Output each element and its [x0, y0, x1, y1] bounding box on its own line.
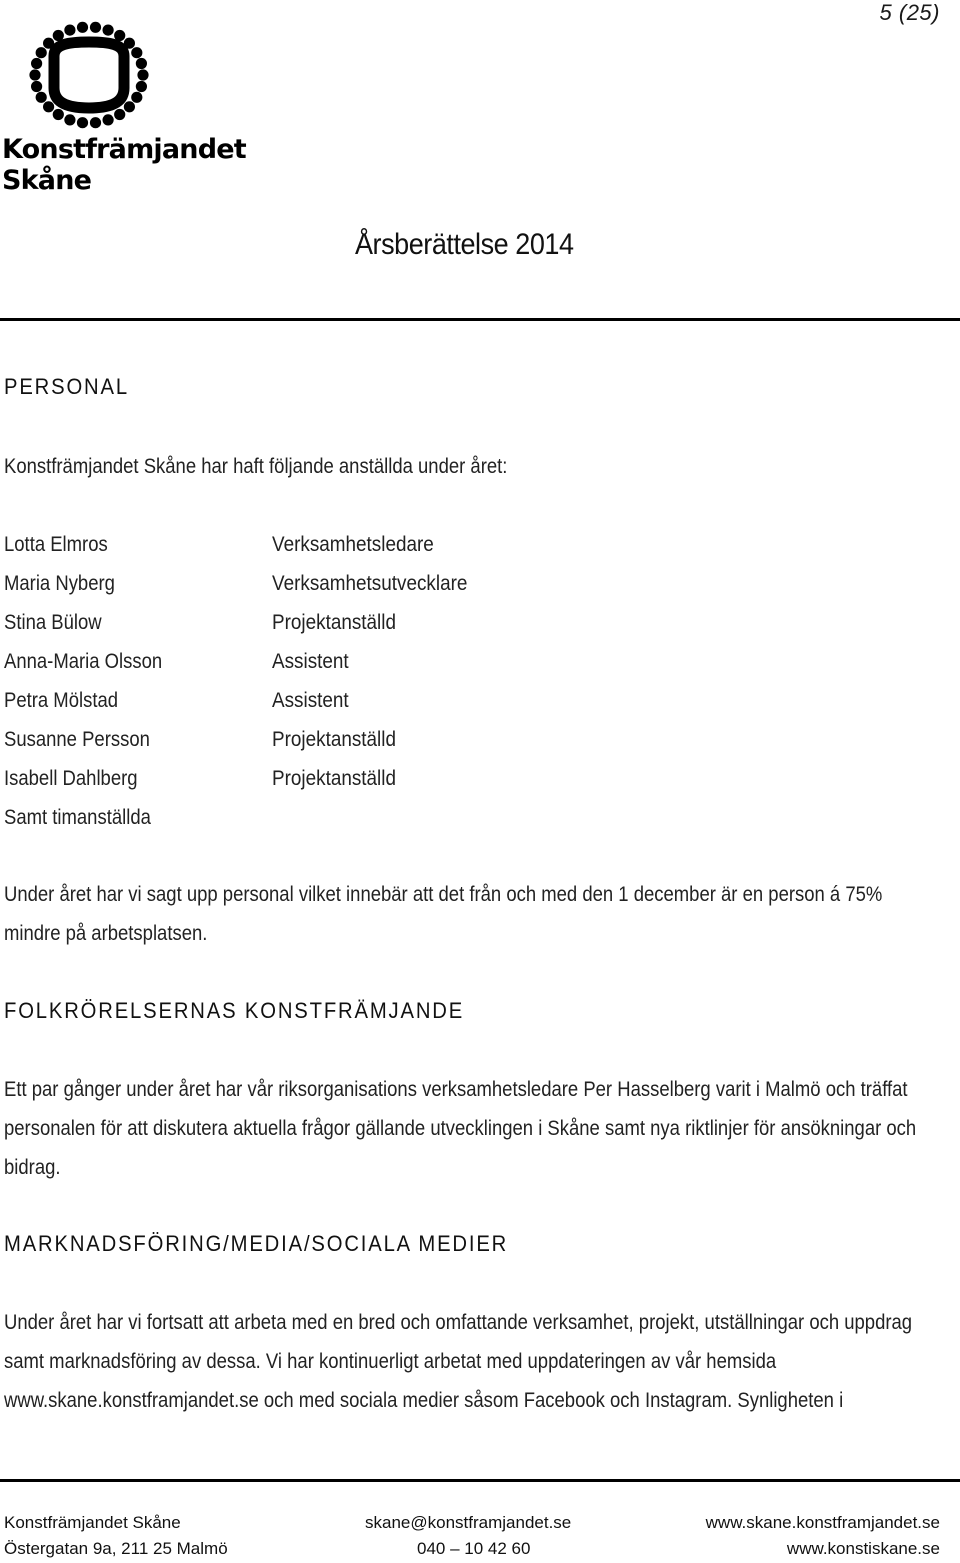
- staff-name: Anna-Maria Olsson: [4, 650, 163, 673]
- header-divider: [0, 318, 960, 321]
- footer-web-block: [706, 1510, 940, 1562]
- emblem-bead: [103, 114, 114, 125]
- staff-role: Projektanställd: [272, 611, 396, 634]
- emblem-bead: [114, 109, 125, 120]
- emblem-bead: [29, 69, 40, 80]
- emblem-bead: [90, 117, 101, 128]
- staff-name: Samt timanställda: [4, 806, 151, 829]
- footer-org-name: Konstfrämjandet Skåne: [4, 1513, 181, 1532]
- section-heading-personal: PERSONAL: [4, 374, 129, 399]
- staff-name: Stina Bülow: [4, 611, 102, 634]
- emblem-bead: [90, 22, 101, 33]
- staff-name: Isabell Dahlberg: [4, 767, 138, 790]
- emblem-bead: [31, 58, 42, 69]
- logo-line-1: Konstfrämjandet: [2, 134, 246, 165]
- emblem-bead: [77, 117, 88, 128]
- emblem-bead: [136, 58, 147, 69]
- footer-address-block: [4, 1510, 228, 1562]
- footer-divider: [0, 1479, 960, 1482]
- emblem-bead: [53, 109, 64, 120]
- staff-role: Verksamhetsledare: [272, 533, 434, 556]
- logo-line-2: Skåne: [2, 165, 92, 196]
- marknad-text: Under året har vi fortsatt att arbeta med en bred och omfattande verksamhet, projekt, utställningar och uppdrag samt marknadsföring av dessa. Vi har kontinuerligt arbetat med uppdateringen av vår hemsida www.skane.konstframjandet.se och med sociala medier såsom Facebook och Instagram. Synligheten i: [4, 1311, 913, 1412]
- section-heading-marknad: MARKNADSFÖRING/MEDIA/SOCIALA MEDIER: [4, 1231, 509, 1256]
- staff-role: Assistent: [272, 650, 349, 673]
- footer-contact-block: [365, 1510, 571, 1562]
- emblem-bead: [64, 25, 75, 36]
- personal-intro: Konstfrämjandet Skåne har haft följande anställda under året:: [4, 455, 508, 478]
- emblem-bead: [103, 25, 114, 36]
- staff-role: Assistent: [272, 689, 349, 712]
- footer-website-2[interactable]: www.konstiskane.se: [786, 1539, 940, 1558]
- emblem-bead: [131, 92, 142, 103]
- section-heading-folkrorelse: FOLKRÖRELSERNAS KONSTFRÄMJANDE: [4, 998, 465, 1023]
- staff-role: Verksamhetsutvecklare: [272, 572, 468, 595]
- emblem-bead: [124, 101, 135, 112]
- page-number: 5 (25): [879, 0, 940, 25]
- report-title: Årsberättelse 2014: [355, 228, 574, 261]
- organization-logo: [2, 18, 246, 196]
- footer-website-1[interactable]: www.skane.konstframjandet.se: [705, 1513, 940, 1532]
- emblem-bead: [64, 114, 75, 125]
- staff-name: Petra Mölstad: [4, 689, 119, 712]
- footer-email[interactable]: skane@konstframjandet.se: [365, 1513, 572, 1532]
- staff-role: Projektanställd: [272, 728, 396, 751]
- staff-name: Maria Nyberg: [4, 572, 115, 595]
- emblem-bead: [136, 81, 147, 92]
- staff-name: Susanne Persson: [4, 728, 150, 751]
- emblem-bead: [31, 81, 42, 92]
- emblem-bead: [43, 101, 54, 112]
- staff-role: Projektanställd: [272, 767, 396, 790]
- emblem-bead: [131, 47, 142, 58]
- konstframjandet-emblem-icon: [24, 18, 154, 130]
- emblem-bead: [77, 22, 88, 33]
- folkrorelse-text: Ett par gånger under året har vår riksorganisations verksamhetsledare Per Hasselberg varit i Malmö och träffat personalen för att diskutera aktuella frågor gällande utvecklingen i Skåne samt nya riktlinjer för ansökningar och bidrag.: [4, 1078, 917, 1179]
- footer-phone: 040 – 10 42 60: [417, 1539, 531, 1558]
- personal-note: Under året har vi sagt upp personal vilket innebär att det från och med den 1 december är en person á 75% mindre på arbetsplatsen.: [4, 883, 883, 945]
- emblem-bead: [36, 92, 47, 103]
- staff-name: Lotta Elmros: [4, 533, 108, 556]
- emblem-bead: [36, 47, 47, 58]
- footer-address: Östergatan 9a, 211 25 Malmö: [4, 1539, 228, 1558]
- emblem-bead: [137, 69, 148, 80]
